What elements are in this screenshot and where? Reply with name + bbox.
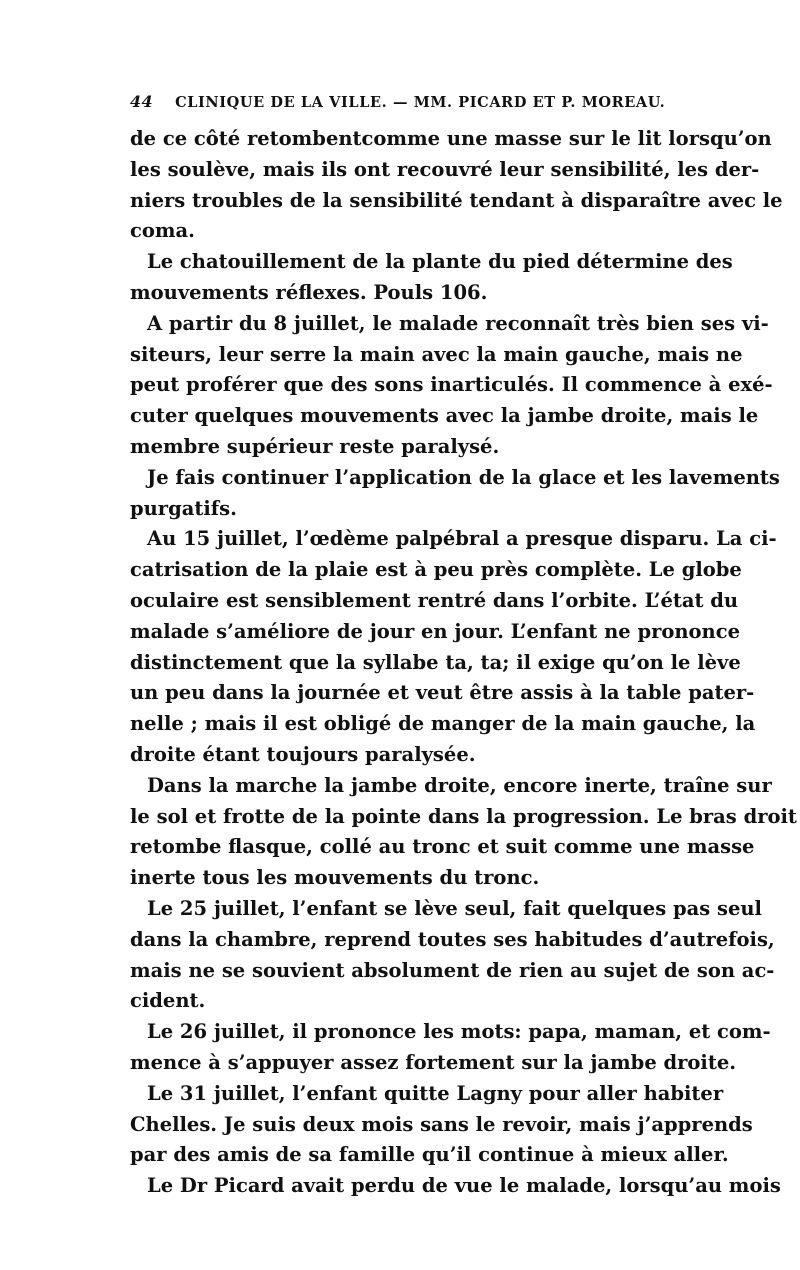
text-line: Au 15 juillet, l’œdème palpébral a presque disparu. La ci- (147, 527, 777, 551)
running-title: CLINIQUE DE LA VILLE. — MM. PICARD ET P. MOREAU. (175, 94, 666, 111)
text-line: mouvements réflexes. Pouls 106. (130, 280, 488, 304)
text-line: Chelles. Je suis deux mois sans le revoir, mais j’apprends (130, 1112, 753, 1136)
text-line: de ce côté retombentcomme une masse sur le lit lorsqu’on (130, 127, 772, 150)
text-line: siteurs, leur serre la main avec la main gauche, mais ne (130, 342, 743, 366)
text-line: un peu dans la journée et veut être assis à la table pater- (130, 681, 755, 705)
text-line: droite étant toujours paralysée. (130, 742, 476, 766)
text-line: mence à s’appuyer assez fortement sur la jambe droite. (130, 1050, 737, 1074)
text-line: peut proférer que des sons inarticulés. Il commence à exé- (130, 373, 773, 397)
text-line: dans la chambre, reprend toutes ses habitudes d’autrefois, (130, 927, 775, 951)
text-line: nelle ; mais il est obligé de manger de la main gauche, la (130, 712, 756, 736)
text-line: le sol et frotte de la pointe dans la progression. Le bras droit (130, 804, 797, 828)
text-line: Dans la marche la jambe droite, encore inerte, traîne sur (147, 773, 772, 797)
text-line: Je fais continuer l’application de la glace et les lavements (147, 465, 780, 489)
text-line: Le 25 juillet, l’enfant se lève seul, fait quelques pas seul (147, 896, 762, 920)
text-line: mais ne se souvient absolument de rien au sujet de son ac- (130, 958, 775, 982)
text-line: les soulève, mais ils ont recouvré leur sensibilité, les der- (130, 157, 760, 181)
text-line: malade s’améliore de jour en jour. L’enfant ne prononce (130, 619, 741, 643)
text-line: retombe flasque, collé au tronc et suit comme une masse (130, 835, 755, 859)
text-line: Le Dr Picard avait perdu de vue le malade, lorsqu’au mois (147, 1174, 781, 1198)
text-line: inerte tous les mouvements du tronc. (130, 866, 540, 890)
text-line: distinctement que la syllabe ta, ta; il exige qu’on le lève (130, 650, 741, 674)
text-line: A partir du 8 juillet, le malade reconnaît très bien ses vi- (147, 311, 769, 335)
text-line: oculaire est sensiblement rentré dans l’orbite. L’état du (130, 588, 739, 612)
text-line: niers troubles de la sensibilité tendant à disparaître avec le (130, 188, 783, 212)
text-line: cident. (130, 989, 206, 1013)
page-number: 44 (130, 92, 154, 111)
text-line: purgatifs. (130, 496, 237, 520)
text-line: catrisation de la plaie est à peu près complète. Le globe (130, 558, 742, 582)
body-text (130, 124, 797, 1202)
text-line: membre supérieur reste paralysé. (130, 434, 500, 458)
text-line: Le 26 juillet, il prononce les mots: papa, maman, et com- (147, 1020, 771, 1044)
text-line: cuter quelques mouvements avec la jambe droite, mais le (130, 404, 759, 428)
text-line: par des amis de sa famille qu’il continue à mieux aller. (130, 1143, 729, 1167)
text-line: Le chatouillement de la plante du pied détermine des (147, 250, 733, 274)
running-head (130, 92, 670, 114)
text-line: Le 31 juillet, l’enfant quitte Lagny pour aller habiter (147, 1081, 724, 1105)
text-line: coma. (130, 219, 195, 243)
